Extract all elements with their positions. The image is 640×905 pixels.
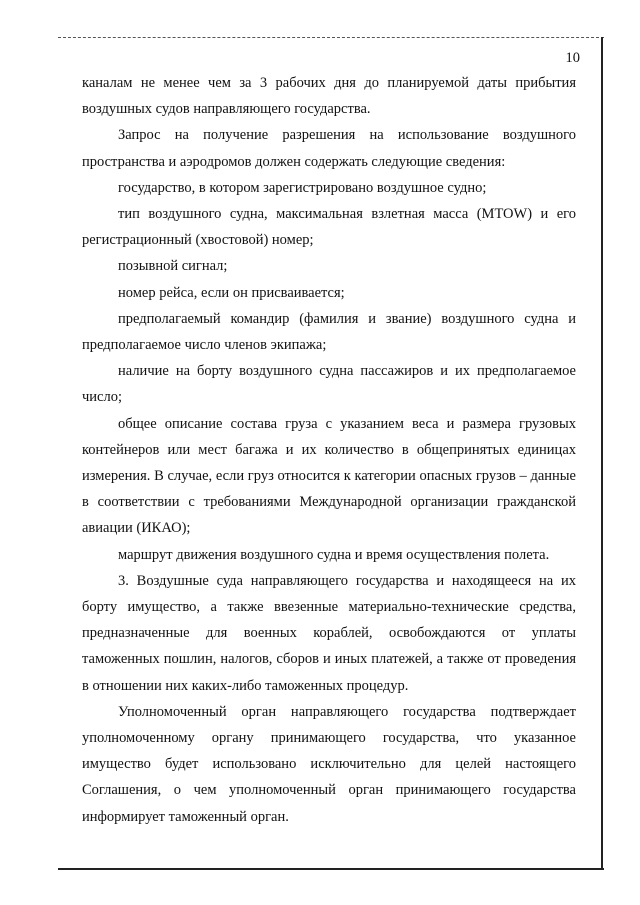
paragraph-customs-exemption: 3. Воздушные суда направляющего государства и находящееся на их борту имущество, а также ввезенные материально-технические средства, предназначенные для военных кораблей, освобождаются от уплаты таможенных пошлин, налогов, сборов и иных платежей, а также от проведения в отношении них каких-либо таможенных процедур. [82, 572, 576, 694]
list-item-cargo: общее описание состава груза с указанием веса и размера грузовых контейнеров или мест багажа и их количество в общепринятых единицах измерения. В случае, если груз относится к категории опасных грузов – данные в соответствии с требованиями Международной организации гражданской авиации (ИКАО); [82, 415, 576, 537]
list-item-state-of-registry: государство, в котором зарегистрировано воздушное судно; [118, 179, 487, 196]
page-frame-top-border [58, 37, 604, 38]
page-number: 10 [565, 50, 580, 66]
list-item-passengers: наличие на борту воздушного судна пассажиров и их предполагаемое число; [82, 363, 576, 406]
paragraph-authorized-body: Уполномоченный орган направляющего государства подтверждает уполномоченному органу принимающего государства, что указанное имущество будет использовано исключительно для целей настоящего Соглашения, о чем уполномоченный орган принимающего государства информирует таможенный орган. [82, 703, 576, 825]
paragraph-continuation: каналам не менее чем за 3 рабочих дня до планируемой даты прибытия воздушных судов направляющего государства. [82, 75, 576, 118]
paragraph-request-intro: Запрос на получение разрешения на использование воздушного пространства и аэродромов должен содержать следующие сведения: [82, 127, 576, 170]
page-frame-right-border [601, 37, 603, 870]
document-body [82, 70, 576, 830]
page-frame-bottom-border [58, 868, 604, 870]
list-item-aircraft-type: тип воздушного судна, максимальная взлетная масса (MTOW) и его регистрационный (хвостовой) номер; [82, 206, 576, 249]
list-item-commander: предполагаемый командир (фамилия и звание) воздушного судна и предполагаемое число членов экипажа; [82, 310, 576, 354]
list-item-flight-number: номер рейса, если он присваивается; [118, 284, 345, 301]
list-item-call-sign: позывной сигнал; [118, 258, 228, 275]
list-item-route: маршрут движения воздушного судна и время осуществления полета. [118, 546, 550, 563]
